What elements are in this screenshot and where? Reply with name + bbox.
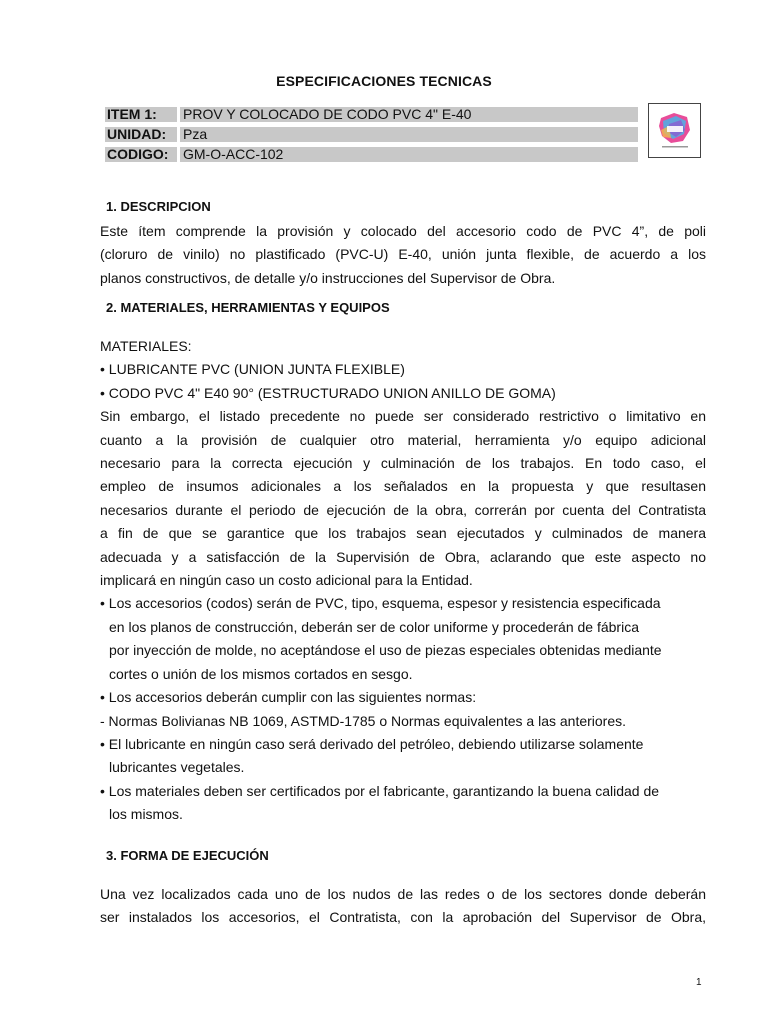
page-number: 1 [696,977,702,988]
codigo-label: CODIGO: [107,146,169,162]
company-logo [648,103,701,158]
section-heading-descripcion: 1. DESCRIPCION [106,199,211,214]
unidad-label: UNIDAD: [107,126,167,142]
logo-icon [649,104,700,157]
section-heading-materiales: 2. MATERIALES, HERRAMIENTAS Y EQUIPOS [106,300,390,315]
paragraph-descripcion: Este ítem comprende la provisión y colocado del accesorio codo de PVC 4”, de poli (cloruro de vinilo) no plastificado (PVC-U) E-40, unión junta flexible, de acuerdo a los planos constructivos, de detalle y/o instrucciones del Supervisor de Obra. [100,223,706,286]
section-heading-ejecucion: 3. FORMA DE EJECUCIÓN [106,848,269,863]
paragraph-ejecucion: Una vez localizados cada uno de los nudos de las redes o de los sectores donde deberán ser instalados los accesorios, el Contratista, con la aprobación del Supervisor de Obra, [100,886,706,926]
header-row-item [105,107,638,122]
item-value: PROV Y COLOCADO DE CODO PVC 4" E-40 [183,106,472,122]
paragraph-materiales: MATERIALES: • LUBRICANTE PVC (UNION JUNTA FLEXIBLE) • CODO PVC 4" E40 90° (ESTRUCTURADO UNION ANILLO DE GOMA) Sin embargo, el listado precedente no puede ser considerado restrictivo o limitativo en cuanto a la provisión de cualquier otro material, herramienta y/o equipo adicional necesario para la correcta ejecución y culminación de los trabajos. En todo caso, el empleo de insumos adicionales a los señalados en la propuesta y que resultasen necesarios durante el periodo de ejecución de la obra, correrán por cuenta del Contratista a fin de que se garantice que los trabajos sean ejecutados y culminados de manera adecuada y a satisfacción de la Supervisión de Obra, aclarando que este aspecto no implicará en ningún caso un costo adicional para la Entidad. • Los accesorios (codos) serán de PVC, tipo, esquema, espesor y resistencia especificada en los planos de construcción, deberán ser de color uniforme y procederán de fábrica por inyección de molde, no aceptándose el uso de piezas especiales obtenidas mediante cortes o unión de los mismos cortados en sesgo. • Los accesorios deberán cumplir con las siguientes normas: - Normas Bolivianas NB 1069, ASTMD-1785 o Normas equivalentes a las anteriores. • El lubricante en ningún caso será derivado del petróleo, debiendo utilizarse solamente lubricantes vegetales. • Los materiales deben ser certificados por el fabricante, garantizando la buena calidad de los mismos. [100,338,706,823]
unidad-value: Pza [183,126,208,142]
codigo-value: GM-O-ACC-102 [183,146,284,162]
header-row-unidad [105,127,638,142]
header-row-codigo [105,147,638,162]
document-title: ESPECIFICACIONES TECNICAS [276,73,492,89]
item-label: ITEM 1: [107,106,157,122]
